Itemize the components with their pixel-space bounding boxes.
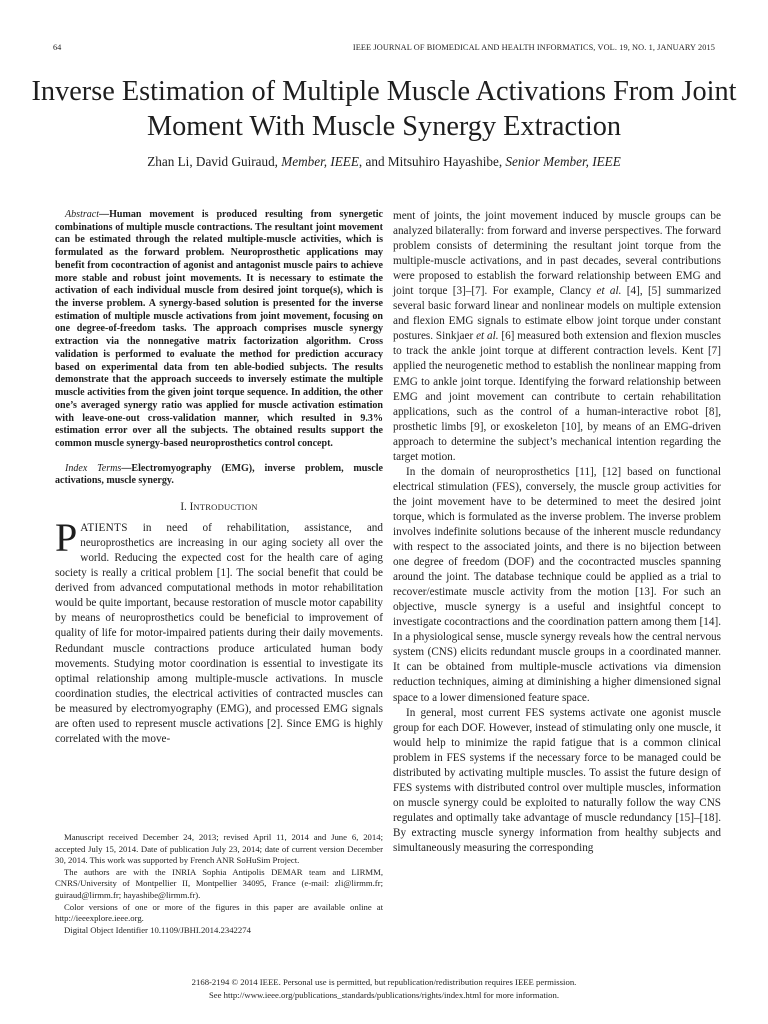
index-terms-text: —Electromyography (EMG), inverse problem, muscle activations, muscle synergy. — [55, 462, 383, 487]
p1-etal-1: et al. — [596, 285, 622, 298]
author-names-2: , and Mitsuhiro Hayashibe, — [358, 154, 506, 169]
footnote-manuscript: Manuscript received December 24, 2013; revised April 11, 2014 and June 6, 2014; accepted July 15, 2014. Date of publication July 23, 2014; date of current version December 30, 2014. This work was supported by French ANR SoHuSim Project. — [55, 832, 383, 866]
intro-text: in need of rehabilitation, assistance, and neuroprosthetics are increasing in our aging society all over the world. Reducing the expected cost for the health care of aging society is really a critical problem [1]. The social benefit that could be derived from advanced computational methods in motor rehabilitation would be quite important, because restoration of muscle motor capability by means of neuroprosthetics could be beneficial to improvement of quality of life for motor-impaired patients during their daily movements. Redundant muscle contractions produce articulated human body movements. Studying motor coordination is essential to investigate its optimal relationship among multiple-muscle activations. In muscle coordination studies, the electrical activities of contracted muscles can be measured by electromyography (EMG), and processed EMG signals are often used to represent muscle activations [2]. Since EMG is highly correlated with the move- — [55, 522, 383, 745]
body-paragraph-3: In general, most current FES systems activate one agonist muscle group for each DOF. However, instead of stimulating only one muscle, it would help to minimize the rapid fatigue that is a common clinical problem in FES systems if the necessary force to be managed could be distributed by activating multiple muscles. To assist the future design of FES systems with distributed control over multiple muscles, information on muscle synergy could be exploited to naturally follow the way CNS regulates and optimally take advantage of muscle redundancy [15]–[18]. By extracting muscle synergy information from healthy subjects and simultaneously measuring the corresponding — [393, 706, 721, 854]
p1-text-c: [6] measured both extension and flexion muscles to track the ankle joint torque at different contraction levels. Kent [7] applied the neurogenetic method to establish the nonlinear mapping from EMG to ankle joint torque. Identifying the forward relationship between EMG and joint movement can contribute to certain rehabilitation applications, such as the control of a human-interactive robot [8], prosthetic limbs [9], or exoskeleton [10], by means of an EMG-driven approach to determine the subject’s mechanical intention regarding the target motion. — [393, 330, 721, 463]
p1-etal-2: et al. — [476, 330, 499, 343]
running-head — [53, 41, 715, 55]
author-line — [30, 153, 738, 171]
page-number: 64 — [53, 43, 62, 52]
p1-text-b: [4], [5] summarized several basic forward linear and nonlinear models on multiple extension and flexion EMG signals to estimate elbow joint torque under constant postures. Sinkjaer — [393, 285, 722, 343]
copyright-line: 2168-2194 © 2014 IEEE. Personal use is permitted, but republication/redistribution requires IEEE permission. — [191, 977, 577, 987]
footnote-doi: Digital Object Identifier 10.1109/JBHI.2014.2342274 — [64, 924, 251, 935]
abstract — [55, 209, 383, 451]
left-column — [55, 209, 383, 747]
footnotes — [55, 832, 383, 936]
footnote-affiliation: The authors are with the INRIA Sophia Antipolis DEMAR team and LIRMM, CNRS/University of Montpellier II, Montpellier 34095, France (e-mail: zli@lirmm.fr; guiraud@lirmm.fr; hayashibe@lirmm.fr). — [55, 866, 383, 900]
section-heading-rest: NTRODUCTION — [193, 502, 258, 513]
body-paragraph-2: In the domain of neuroprosthetics [11], [12] based on functional electrical stimulation (FES), conversely, the muscle group activities for the joint movement have to be determined to meet the desired joint torque, which is formulated as the inverse problem. The inverse problem involves indefinite solutions because of the inherent muscle redundancy with respect to the associated joints, and there is no bijection between one degree of freedom (DOF) and the cocontracted muscles spanning around the joint. The database technique could be applied as a trial to recover/estimate muscle activity from the motion [13]. For such an objective, muscle synergy is a useful and insightful concept to investigate cocontractions and the coordination pattern among them [14]. In a physiological sense, muscle synergy reveals how the central nervous system (CNS) elicits redundant muscle groups in a coordinated manner. It can be obtained from multiple-muscle activations via dimension reduction techniques, aiming at diminishing a higher dimensioned signal space to a lower dimensioned feature space. — [393, 465, 721, 704]
paper-title: Inverse Estimation of Multiple Muscle Activations From Joint Moment With Muscle Synergy Extraction — [31, 76, 737, 142]
body-paragraph-1 — [393, 209, 721, 465]
section-numeral: I. — [180, 501, 190, 514]
author-role-1: Member, IEEE — [281, 154, 359, 169]
index-terms — [55, 463, 383, 488]
abstract-text: —Human movement is produced resulting from synergetic combinations of multiple muscle contractions. The resultant joint movement can be estimated through the related multiple-muscle activities, which is formulated as the forward problem. Neuroprosthetic applications may benefit from cocontraction of agonist and antagonist muscle pairs to achieve more stable and robust joint movements. It is necessary to estimate the activation of each individual muscle from desired joint torque(s), which is the inverse problem. A synergy-based solution is presented for the inverse estimation of multiple muscle activations from joint movement, focusing on one degree-of-freedom tasks. The approach comprises muscle synergy extraction via the nonnegative matrix factorization algorithm. Cross validation is performed to evaluate the method for prediction accuracy based on experimental data from ten able-bodied subjects. The results demonstrate that the approach succeeds to inversely estimate the multiple muscle activities from the given joint torque sequence. In addition, the other one’s averaged synergy ratio was applied for muscle activation estimation with leave-one-out cross-validation manner, which resulted in 9.3% estimation error over all the subjects. The obtained results support the common muscle synergy-based neuroprosthetics control concept. — [55, 209, 383, 449]
rights-url-line: See http://www.ieee.org/publications_standards/publications/rights/index.html for more information. — [208, 989, 560, 1000]
drop-cap: P — [55, 515, 78, 561]
p1-text-a: ment of joints, the joint movement induced by muscle groups can be analyzed bilaterally: from forward and inverse perspectives. The forward problem consists of determining the resultant joint torque from the multiple-muscle activations, and in past decades, several contributions were proposed to establish the forward relationship between EMG and joint torque [3]–[7]. For example, Clancy — [393, 210, 721, 298]
intro-first-word: ATIENTS — [80, 522, 128, 535]
index-terms-lead: Index Terms — [65, 462, 122, 474]
copyright-footer — [30, 976, 738, 1001]
author-role-2: Senior Member, IEEE — [505, 154, 621, 169]
footnote-color: Color versions of one or more of the figures in this paper are available online at http://ieeexplore.ieee.org. — [55, 901, 383, 924]
author-names-1: Zhan Li, David Guiraud, — [147, 154, 282, 169]
right-column — [393, 209, 721, 856]
section-heading-initial: I — [189, 501, 194, 514]
section-heading-introduction — [55, 500, 383, 515]
journal-header: IEEE JOURNAL OF BIOMEDICAL AND HEALTH INFORMATICS, VOL. 19, NO. 1, JANUARY 2015 — [352, 43, 715, 52]
abstract-lead: Abstract — [65, 209, 100, 220]
intro-paragraph — [55, 515, 383, 747]
